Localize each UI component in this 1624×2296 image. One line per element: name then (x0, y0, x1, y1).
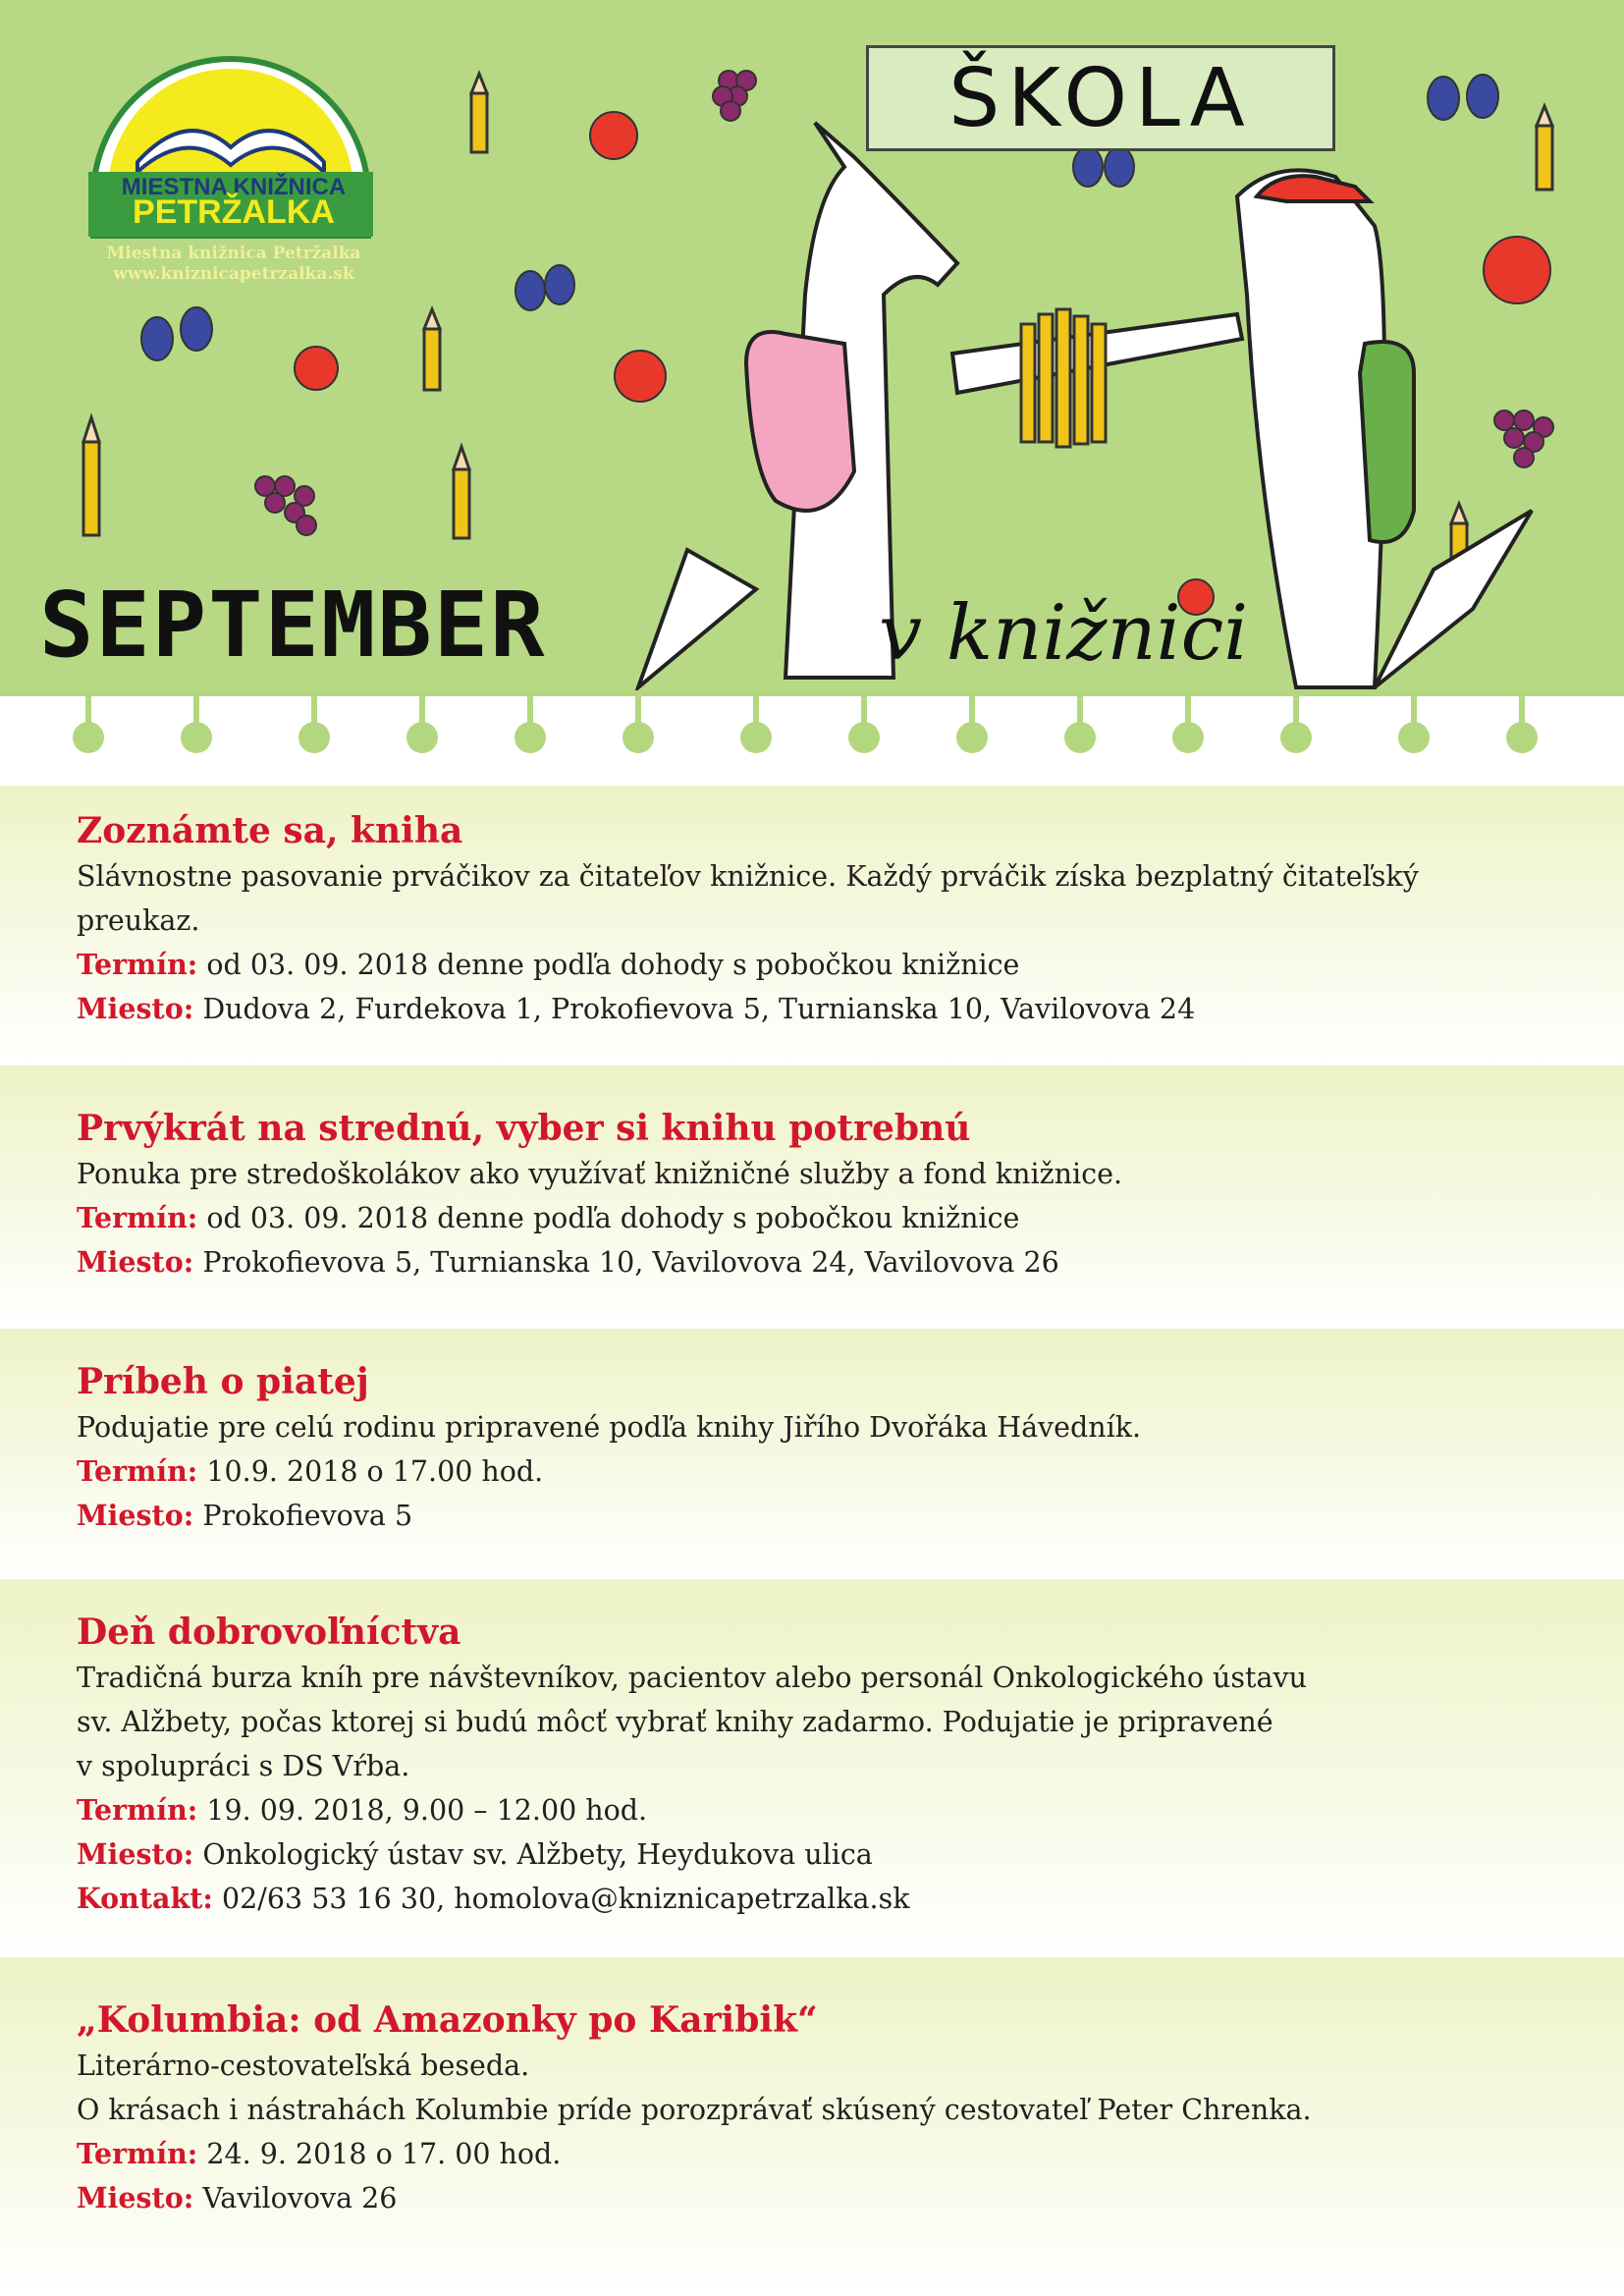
poster-header (0, 0, 1624, 690)
event-place (77, 1832, 1565, 1877)
event-place (77, 987, 1565, 1031)
bead-strip (0, 690, 1624, 779)
event-term (77, 2132, 1565, 2176)
event-description: Literárno-cestovateľská beseda. (77, 2050, 530, 2082)
event-section (0, 1329, 1624, 1579)
event-term (77, 1196, 1565, 1240)
event-description: Ponuka pre stredoškolákov ako využívať knižničné služby a fond knižnice. (77, 1158, 1123, 1190)
place-label: Miesto: (77, 1837, 194, 1871)
event-title: „Kolumbia: od Amazonky po Karibik“ (77, 1999, 818, 2041)
term-label: Termín: (77, 1201, 198, 1234)
place-value: Vavilovova 26 (202, 2182, 398, 2214)
event-description: sv. Alžbety, počas ktorej si budú môcť vybrať knihy zadarmo. Podujatie je pripravené (77, 1706, 1273, 1738)
event-section (0, 1957, 1624, 2296)
event-section (0, 786, 1624, 1066)
term-value: od 03. 09. 2018 denne podľa dohody s pobočkou knižnice (206, 949, 1020, 981)
event-description: preukaz. (77, 904, 200, 937)
event-term (77, 1449, 1565, 1494)
logo-library-name: Miestna knižnica Petržalka (106, 244, 361, 263)
place-value: Prokofievova 5 (202, 1500, 413, 1532)
event-description: Slávnostne pasovanie prváčikov za čitateľov knižnice. Každý prváčik získa bezplatný čitateľský (77, 860, 1419, 893)
logo-subtitle (86, 174, 381, 285)
term-label: Termín: (77, 1454, 198, 1488)
place-label: Miesto: (77, 992, 194, 1025)
event-description: Podujatie pre celú rodinu pripravené podľa knihy Jiřího Dvořáka Hávedník. (77, 1411, 1142, 1444)
skola-sign: ŠKOLA (866, 45, 1335, 151)
event-section (0, 1066, 1624, 1329)
event-title: Príbeh o piatej (77, 1361, 369, 1402)
term-value: 10.9. 2018 o 17.00 hod. (206, 1455, 544, 1488)
term-value: 19. 09. 2018, 9.00 – 12.00 hod. (206, 1794, 648, 1827)
term-label: Termín: (77, 2137, 198, 2170)
event-place (77, 1240, 1565, 1285)
term-label: Termín: (77, 948, 198, 981)
event-title: Zoznámte sa, kniha (77, 810, 463, 851)
v-kniznici-title: v knižnici (879, 589, 1249, 678)
event-contact (77, 1877, 1565, 1921)
logo-website: www.kniznicapetrzalka.sk (113, 264, 354, 284)
term-value: 24. 9. 2018 o 17. 00 hod. (206, 2138, 562, 2170)
september-title: SEPTEMBER (39, 573, 547, 678)
event-description: Tradičná burza kníh pre návštevníkov, pacientov alebo personál Onkologického ústavu (77, 1662, 1307, 1694)
event-place (77, 1494, 1565, 1538)
event-place (77, 2176, 1565, 2220)
contact-value: 02/63 53 16 30, homolova@kniznicapetrzalka.sk (222, 1883, 910, 1915)
contact-label: Kontakt: (77, 1882, 213, 1915)
event-description: v spolupráci s DS Vŕba. (77, 1750, 410, 1782)
place-label: Miesto: (77, 2181, 194, 2214)
event-section (0, 1579, 1624, 1957)
term-label: Termín: (77, 1793, 198, 1827)
place-label: Miesto: (77, 1245, 194, 1279)
pencil-bundle-icon (1021, 309, 1106, 447)
event-term (77, 943, 1565, 987)
logo-line1: MIESTNA KNIŽNICA (121, 174, 347, 200)
place-value: Prokofievova 5, Turnianska 10, Vavilovova 24, Vavilovova 26 (202, 1246, 1059, 1279)
term-value: od 03. 09. 2018 denne podľa dohody s pobočkou knižnice (206, 1202, 1020, 1234)
event-description: O krásach i nástrahách Kolumbie príde porozprávať skúsený cestovateľ Peter Chrenka. (77, 2094, 1312, 2126)
place-value: Dudova 2, Furdekova 1, Prokofievova 5, Turnianska 10, Vavilovova 24 (202, 993, 1196, 1025)
event-term (77, 1788, 1565, 1832)
event-title: Prvýkrát na strednú, vyber si knihu potrebnú (77, 1108, 971, 1149)
logo-line2: PETRŽALKA (133, 193, 335, 231)
place-value: Onkologický ústav sv. Alžbety, Heydukova ulica (202, 1838, 873, 1871)
place-label: Miesto: (77, 1499, 194, 1532)
event-title: Deň dobrovoľníctva (77, 1612, 461, 1653)
